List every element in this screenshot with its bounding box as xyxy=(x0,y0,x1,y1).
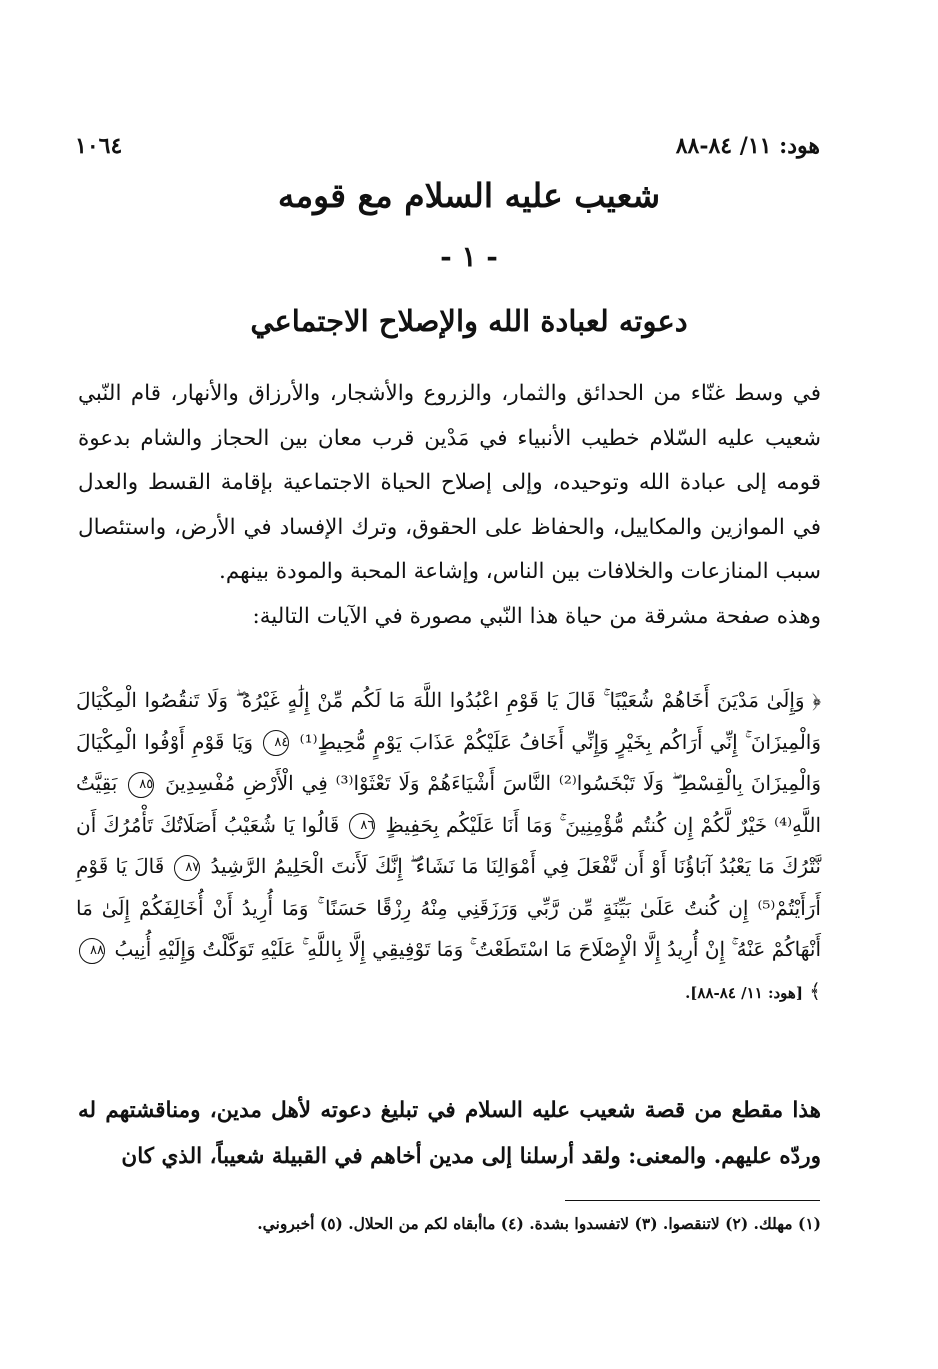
section-number: - ١ - xyxy=(440,240,498,273)
verse-open-bracket: ﴿ xyxy=(812,688,821,712)
footnotes: (١) مهلك. (٢) لاتنقصوا. (٣) لاتفسدوا بشدة. (٤) ماأبقاه لكم من الحلال. (٥) أخبروني. xyxy=(257,1214,821,1233)
verse-text: بَقِيَّتُ اللَّهِ⁽⁴⁾ خَيْرٌ لَّكُمْ إِن كُنتُم مُّؤْمِنِينَ ۚ وَمَا أَنَا عَلَيْكُم بِحَفِيظٍ xyxy=(76,771,822,837)
verse-text: وَإِلَىٰ مَدْيَنَ أَخَاهُمْ شُعَيْبًا ۚ قَالَ يَا قَوْمِ اعْبُدُوا اللَّهَ مَا لَكُم مِّنْ إِلَٰهٍ غَيْرُهُ ۖ وَلَا تَنقُصُوا الْمِكْيَالَ وَالْمِيزَانَ ۚ إِنِّي أَرَاكُم بِخَيْرٍ وَإِنِّي أَخَافُ عَلَيْكُمْ عَذَابَ يَوْمٍ مُّحِيطٍ⁽¹⁾ xyxy=(76,688,822,754)
verse-text: قَالَ يَا قَوْمِ أَرَأَيْتُمْ⁽⁵⁾ إِن كُنتُ عَلَىٰ بَيِّنَةٍ مِّن رَّبِّي وَرَزَقَنِي مِنْهُ رِزْقًا حَسَنًا ۚ وَمَا أُرِيدُ أَنْ أُخَالِفَكُمْ إِلَىٰ مَا أَنْهَاكُمْ عَنْهُ ۚ إِنْ أُرِيدُ إِلَّا الْإِصْلَاحَ مَا اسْتَطَعْتُ ۚ وَمَا تَوْفِيقِي إِلَّا بِاللَّهِ ۚ عَلَيْهِ تَوَكَّلْتُ وَإِلَيْهِ أُنِيبُ xyxy=(76,854,822,961)
verse-number-marker: ٨٨ xyxy=(79,938,105,964)
intro-paragraph: في وسط غنّاء من الحدائق والثمار، والزروع والأشجار، والأرزاق والأنهار، قام النّبي شعيب عليه السّلام خطيب الأنبياء في مَدْين قرب معان بين الحجاز والشام بدعوة قومه إلى عبادة الله وتوحيده، وإلى إصلاح الحياة الاجتماعية بإقامة القسط والعدل في الموازين والمكاييل، والحفاظ على الحقوق، وترك الإفساد في الأرض، واستئصال سبب المنازعات والخلافات بين الناس، وإشاعة المحبة والمودة بينهم. xyxy=(78,381,821,584)
running-head xyxy=(75,126,820,166)
intro-text xyxy=(78,372,821,639)
chapter-title: شعيب عليه السلام مع قومه xyxy=(277,176,661,215)
footnote-divider xyxy=(565,1200,820,1201)
verse-number-marker: ٨٤ xyxy=(263,730,289,756)
verse-citation: [هود: ١١/ ٨٤-٨٨]. xyxy=(685,983,803,1002)
commentary-text: هذا مقطع من قصة شعيب عليه السلام في تبليغ دعوته لأهل مدين، ومناقشتهم له وردّه عليهم. والمعنى: ولقد أرسلنا إلى مدين أخاهم في القبيلة شعيباً، الذي كان xyxy=(78,1098,821,1169)
verse-number-marker: ٨٥ xyxy=(128,772,154,798)
page-number: ١٠٦٤ xyxy=(75,133,123,159)
verse-text: قَالُوا يَا شُعَيْبُ أَصَلَاتُكَ تَأْمُرُكَ أَن نَّتْرُكَ مَا يَعْبُدُ آبَاؤُنَا أَوْ أَن نَّفْعَلَ فِي أَمْوَالِنَا مَا نَشَاءُ ۖ إِنَّكَ لَأَنتَ الْحَلِيمُ الرَّشِيدُ xyxy=(76,812,821,878)
surah-reference: هود: ١١/ ٨٤-٨٨ xyxy=(675,133,820,159)
intro-lead-in: وهذه صفحة مشرقة من حياة هذا النّبي مصورة في الآيات التالية: xyxy=(252,603,821,629)
verse-number-marker: ٨٦ xyxy=(349,813,375,839)
verse-number-marker: ٨٧ xyxy=(174,855,200,881)
verse-close-bracket: ﴾ xyxy=(809,978,821,1003)
quran-verses xyxy=(76,680,821,1014)
verse-text: وَيَا قَوْمِ أَوْفُوا الْمِكْيَالَ وَالْمِيزَانَ بِالْقِسْطِ ۖ وَلَا تَبْخَسُوا⁽²⁾ النَّاسَ أَشْيَاءَهُمْ وَلَا تَعْثَوْا⁽³⁾ فِي الْأَرْضِ مُفْسِدِينَ xyxy=(76,729,822,795)
section-title: دعوته لعبادة الله والإصلاح الاجتماعي xyxy=(250,304,688,338)
